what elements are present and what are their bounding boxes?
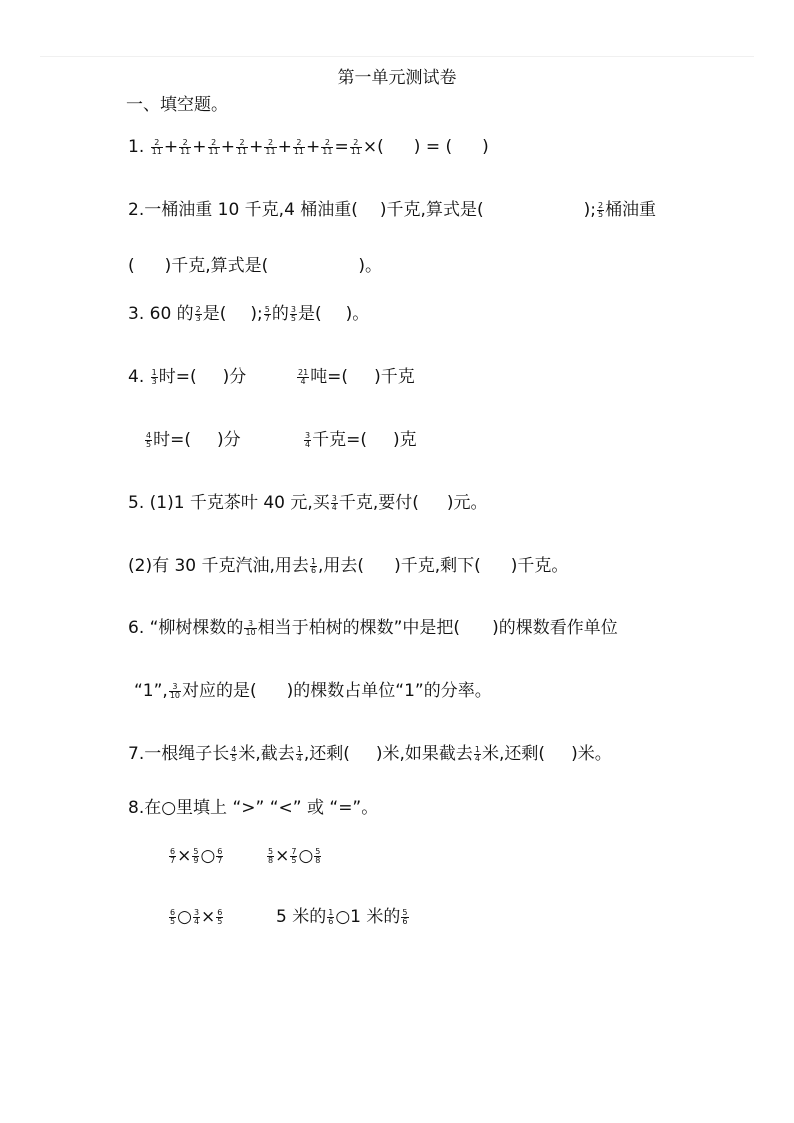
question-text: 千克=( [312,430,367,450]
question-4-row-2b [303,429,417,451]
fraction: $\frac{2}{11}$ [236,137,248,156]
question-4-row-1b [296,366,415,388]
question-text: )分 [216,430,241,450]
equals-sign: = [334,137,349,157]
question-number: 4. [128,367,145,387]
question-text: (2)有 30 千克汽油,用去 [128,556,309,576]
question-6-line-1 [128,617,618,639]
question-1 [128,136,489,158]
fraction: $\frac{3}{5}$ [290,304,296,323]
fraction: $\frac{6}{7}$ [170,846,176,865]
question-text: 时=( [153,430,191,450]
question-text: 7.一根绳子长 [128,744,230,764]
question-5-part-2 [128,555,568,577]
question-text: 2.一桶油重 10 千克,4 桶油重( [128,200,358,220]
fraction: $\frac{2}{11}$ [180,137,191,156]
plus-sign: + [163,137,179,157]
fraction: $\frac{2}{11}$ [208,137,219,156]
answer-mid: ) = ( [413,137,453,157]
question-text: )千克 [374,367,415,387]
page-title: 第一单元测试卷 [337,68,457,88]
question-text: )分 [222,367,247,387]
page-top-rule [40,56,754,57]
question-text: 时=( [158,367,197,387]
comparison-1 [168,845,224,867]
fraction: $\frac{5}{6}$ [402,907,408,926]
fraction: $\frac{5}{9}$ [193,846,199,865]
question-text: 3. 60 的 [128,304,194,324]
question-text: 相当于柏树的棵数”中是把( [257,618,461,638]
question-text: 米,还剩( [482,744,546,764]
question-text: 米,截去 [238,744,295,764]
question-text: 是( [202,304,227,324]
question-text: 对应的是( [182,681,257,701]
fraction: $\frac{6}{5}$ [217,907,223,926]
question-text: )米,如果截去 [375,744,473,764]
fraction: $\frac{1}{4}$ [474,744,481,763]
comparison-3 [168,906,224,928]
question-4-row-2 [144,429,241,451]
fraction: $\frac{3}{4}$ [331,493,337,512]
question-text: 6. “柳树棵数的 [128,618,244,638]
question-text: )克 [392,430,417,450]
plus-sign: + [192,137,207,157]
fraction: $\frac{1}{3}$ [151,367,157,386]
fraction: $\frac{21}{4}$ [298,367,309,386]
fraction: $\frac{3}{4}$ [193,907,200,926]
question-text: )的棵数占单位“1”的分率。 [286,681,492,701]
section-heading: 一、填空题。 [126,95,228,115]
fraction: $\frac{2}{5}$ [597,200,604,219]
question-number: 1. [128,137,145,157]
compare-circle[interactable]: ○ [200,846,216,866]
question-text: )千克,剩下( [394,556,481,576]
question-text: 是( [297,304,322,324]
question-2-line-2 [128,255,382,277]
compare-circle[interactable]: ○ [298,846,314,866]
plus-sign: + [277,137,292,157]
fraction: $\frac{3}{10}$ [169,681,181,700]
question-text: ( [128,256,135,276]
times-sign: × [275,846,290,866]
question-2-line-1 [128,199,656,221]
question-6-line-2 [134,680,492,702]
question-text: )。 [358,256,382,276]
question-text: 千克,要付( [338,493,419,513]
fraction: $\frac{7}{5}$ [291,846,297,865]
times-sign: × [362,137,378,157]
plus-sign: + [306,137,321,157]
question-4-row-1 [128,366,246,388]
fraction: $\frac{1}{4}$ [296,744,302,763]
comparison-4 [276,906,410,928]
fraction: $\frac{5}{8}$ [268,846,274,865]
question-text: )的棵数看作单位 [492,618,618,638]
question-text: ,用去( [318,556,365,576]
fraction: $\frac{4}{5}$ [146,430,152,449]
question-7 [128,743,612,765]
fraction: $\frac{1}{6}$ [328,907,334,926]
question-text: ,还剩( [303,744,350,764]
question-3 [128,303,369,325]
question-8-heading: 8.在○里填上 “>” “<” 或 “=”。 [128,798,379,818]
question-text: 5. (1)1 千克茶叶 40 元,买 [128,493,330,513]
answer-open: ( [377,137,384,157]
fraction: $\frac{3}{10}$ [245,618,256,637]
question-text: 的 [271,304,289,324]
plus-sign: + [249,137,264,157]
fraction: $\frac{2}{11}$ [265,137,276,156]
comparison-2 [266,845,322,867]
fraction: $\frac{2}{11}$ [350,137,361,156]
question-text: 吨=( [310,367,349,387]
question-text: )千克。 [510,556,569,576]
times-sign: × [177,846,192,866]
answer-close: ) [482,137,489,157]
question-text: )。 [345,304,370,324]
fraction: $\frac{3}{4}$ [305,430,311,449]
question-text: )米。 [571,744,612,764]
fraction: $\frac{6}{5}$ [170,907,176,926]
question-text: 1 米的 [350,907,401,927]
question-text: ); [583,200,596,220]
fraction: $\frac{6}{7}$ [217,846,223,865]
compare-circle[interactable]: ○ [177,907,192,927]
question-5-part-1 [128,492,488,514]
fraction: $\frac{2}{3}$ [195,304,201,323]
fraction: $\frac{2}{11}$ [322,137,333,156]
fraction: $\frac{1}{6}$ [310,556,317,575]
fraction: $\frac{2}{11}$ [293,137,305,156]
question-text: )千克,算式是( [379,200,484,220]
fraction: $\frac{4}{5}$ [231,744,237,763]
fraction: $\frac{5}{7}$ [264,304,270,323]
question-text: 5 米的 [276,907,327,927]
question-text: 桶油重 [605,200,657,220]
question-text: ); [250,304,263,324]
question-text: “1”, [134,681,168,701]
fraction: $\frac{2}{11}$ [151,137,162,156]
compare-circle[interactable]: ○ [335,907,351,927]
plus-sign: + [220,137,235,157]
times-sign: × [201,907,216,927]
fraction: $\frac{5}{8}$ [315,846,321,865]
question-text: )元。 [446,493,488,513]
question-text: )千克,算式是( [164,256,269,276]
